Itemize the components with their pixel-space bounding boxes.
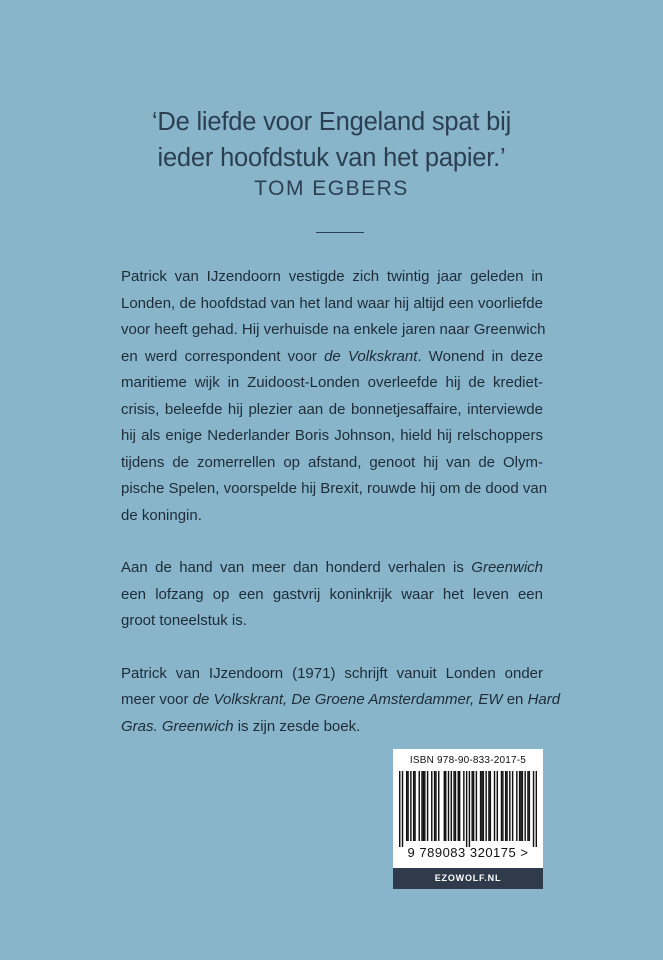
barcode-bar (410, 771, 411, 841)
barcode-bar (458, 771, 459, 841)
text: pische Spelen, voorspelde hij Brexit, rouwde hij om de dood van (121, 480, 548, 497)
blurb-line (121, 264, 543, 291)
barcode-bar (505, 771, 506, 841)
quote-author: TOM EGBERS (254, 177, 409, 200)
text: en werd correspondent voor (121, 347, 325, 365)
barcode-bar (522, 771, 523, 841)
barcode-bar (512, 771, 513, 841)
barcode-bar (455, 771, 456, 841)
text: . Wonend in deze (417, 347, 543, 365)
blurb-line (121, 317, 546, 344)
barcode-bar (438, 771, 439, 841)
blurb-line (121, 450, 543, 477)
blurb-line (121, 555, 543, 582)
barcode-bar (480, 771, 481, 841)
text: meer voor (121, 691, 193, 708)
barcode-digits: 9 789083 320175 > (407, 845, 529, 860)
barcode-bar (419, 771, 420, 841)
italic-text: de Volkskrant (324, 347, 418, 365)
blurb-line (121, 291, 543, 318)
text: groot toneelstuk is. (121, 612, 247, 629)
blurb-line (121, 687, 561, 714)
isbn-label: ISBN 978-90-833-2017-5 (409, 755, 527, 766)
blurb-line (121, 503, 543, 530)
barcode-bar (524, 771, 525, 841)
text: Patrick van IJzendoorn (1971) schrijft vanuit Londen onder (121, 664, 543, 682)
text: Londen, de hoofdstad van het land waar hij altijd een voorliefde (121, 294, 543, 312)
barcode-bar (502, 771, 503, 841)
barcode-bar (529, 771, 530, 841)
barcode-bar (516, 771, 517, 841)
blurb-line (121, 582, 543, 609)
barcode-bar (448, 771, 449, 841)
blurb (121, 264, 561, 766)
barcode-bar (485, 771, 486, 841)
text: Aan de hand van meer dan honderd verhalen is (121, 559, 472, 576)
text: een lofzang op een gastvrij koninkrijk waar het leven een (121, 585, 543, 603)
barcode-bar (476, 771, 477, 841)
text: maritieme wijk in Zuidoost-Londen overleefde hij de krediet- (121, 374, 543, 391)
barcode-bar (536, 771, 537, 847)
barcode-bar (471, 771, 472, 841)
barcode-bar (459, 771, 460, 841)
barcode-bar (424, 771, 425, 841)
barcode-bar (421, 771, 422, 841)
barcode-bar (533, 771, 534, 847)
quote-text (0, 104, 663, 176)
blurb-paragraph (121, 555, 543, 635)
blurb-line (121, 397, 543, 424)
barcode-bar (453, 771, 454, 841)
divider (316, 232, 364, 233)
text: voor heeft gehad. Hij verhuisde na enkele jaren naar Greenwich (121, 321, 546, 338)
blurb-paragraph (121, 264, 548, 529)
italic-text: Greenwich (471, 559, 543, 576)
barcode-bar (402, 771, 403, 847)
barcode-bar (520, 771, 521, 841)
text: en (502, 691, 528, 708)
blurb-paragraph (121, 661, 561, 741)
barcode-bar (407, 771, 408, 841)
barcode-bar (490, 771, 491, 841)
barcode-bar (399, 771, 400, 847)
barcode-bar (527, 771, 528, 841)
barcode-bar (451, 771, 452, 841)
barcode-bar (434, 771, 435, 841)
barcode-bar (509, 771, 510, 841)
barcode-bar (435, 771, 436, 841)
publisher-label: EZOWOLF.NL (393, 868, 543, 889)
barcode-bar (506, 771, 507, 841)
italic-text: de Volkskrant, De Groene Amsterdammer, EW (192, 691, 503, 708)
barcode-bar (431, 771, 432, 841)
barcode-bar (423, 771, 424, 841)
blurb-line (121, 423, 543, 450)
barcode-bar (501, 771, 502, 841)
text: Patrick van IJzendoorn vestigde zich twintig jaar geleden in (121, 268, 543, 285)
barcode-bar (483, 771, 484, 841)
italic-text: Gras. Greenwich (121, 717, 234, 735)
text: hij als enige Nederlander Boris Johnson, hield hij relschoppers (121, 427, 543, 444)
quote-line-2: ieder hoofdstuk van het papier.’ (157, 144, 506, 172)
blurb-line (121, 370, 543, 397)
barcode-bars (399, 771, 537, 847)
barcode-bar (473, 771, 474, 841)
blurb-line (121, 608, 543, 635)
barcode-box (393, 749, 543, 889)
barcode-bar (519, 771, 520, 841)
italic-text: Hard (527, 691, 561, 708)
barcode-bar (413, 771, 414, 841)
barcode-bar (481, 771, 482, 841)
blurb-line (121, 344, 543, 371)
barcode-bar (406, 771, 407, 841)
barcode-bar (444, 771, 445, 841)
blurb-line (121, 714, 543, 741)
text: de koningin. (121, 506, 202, 524)
barcode-bar (497, 771, 498, 841)
text: is zijn zesde boek. (233, 717, 361, 735)
text: tijdens de zomerrellen op afstand, genoot hij van de Olym- (121, 453, 543, 471)
text: crisis, beleefde hij plezier aan de bonnetjesaffaire, interviewde (121, 400, 543, 418)
barcode-bar (445, 771, 446, 841)
barcode-bar (463, 771, 464, 841)
blurb-line (121, 661, 543, 688)
barcode-bar (469, 771, 470, 847)
barcode-bar (466, 771, 467, 847)
quote-line-1: ‘De liefde voor Engeland spat bij (151, 108, 512, 136)
barcode-bar (494, 771, 495, 841)
barcode-bar (488, 771, 489, 841)
barcode-bar (414, 771, 415, 841)
barcode-bar (427, 771, 428, 841)
blurb-line (121, 476, 548, 503)
